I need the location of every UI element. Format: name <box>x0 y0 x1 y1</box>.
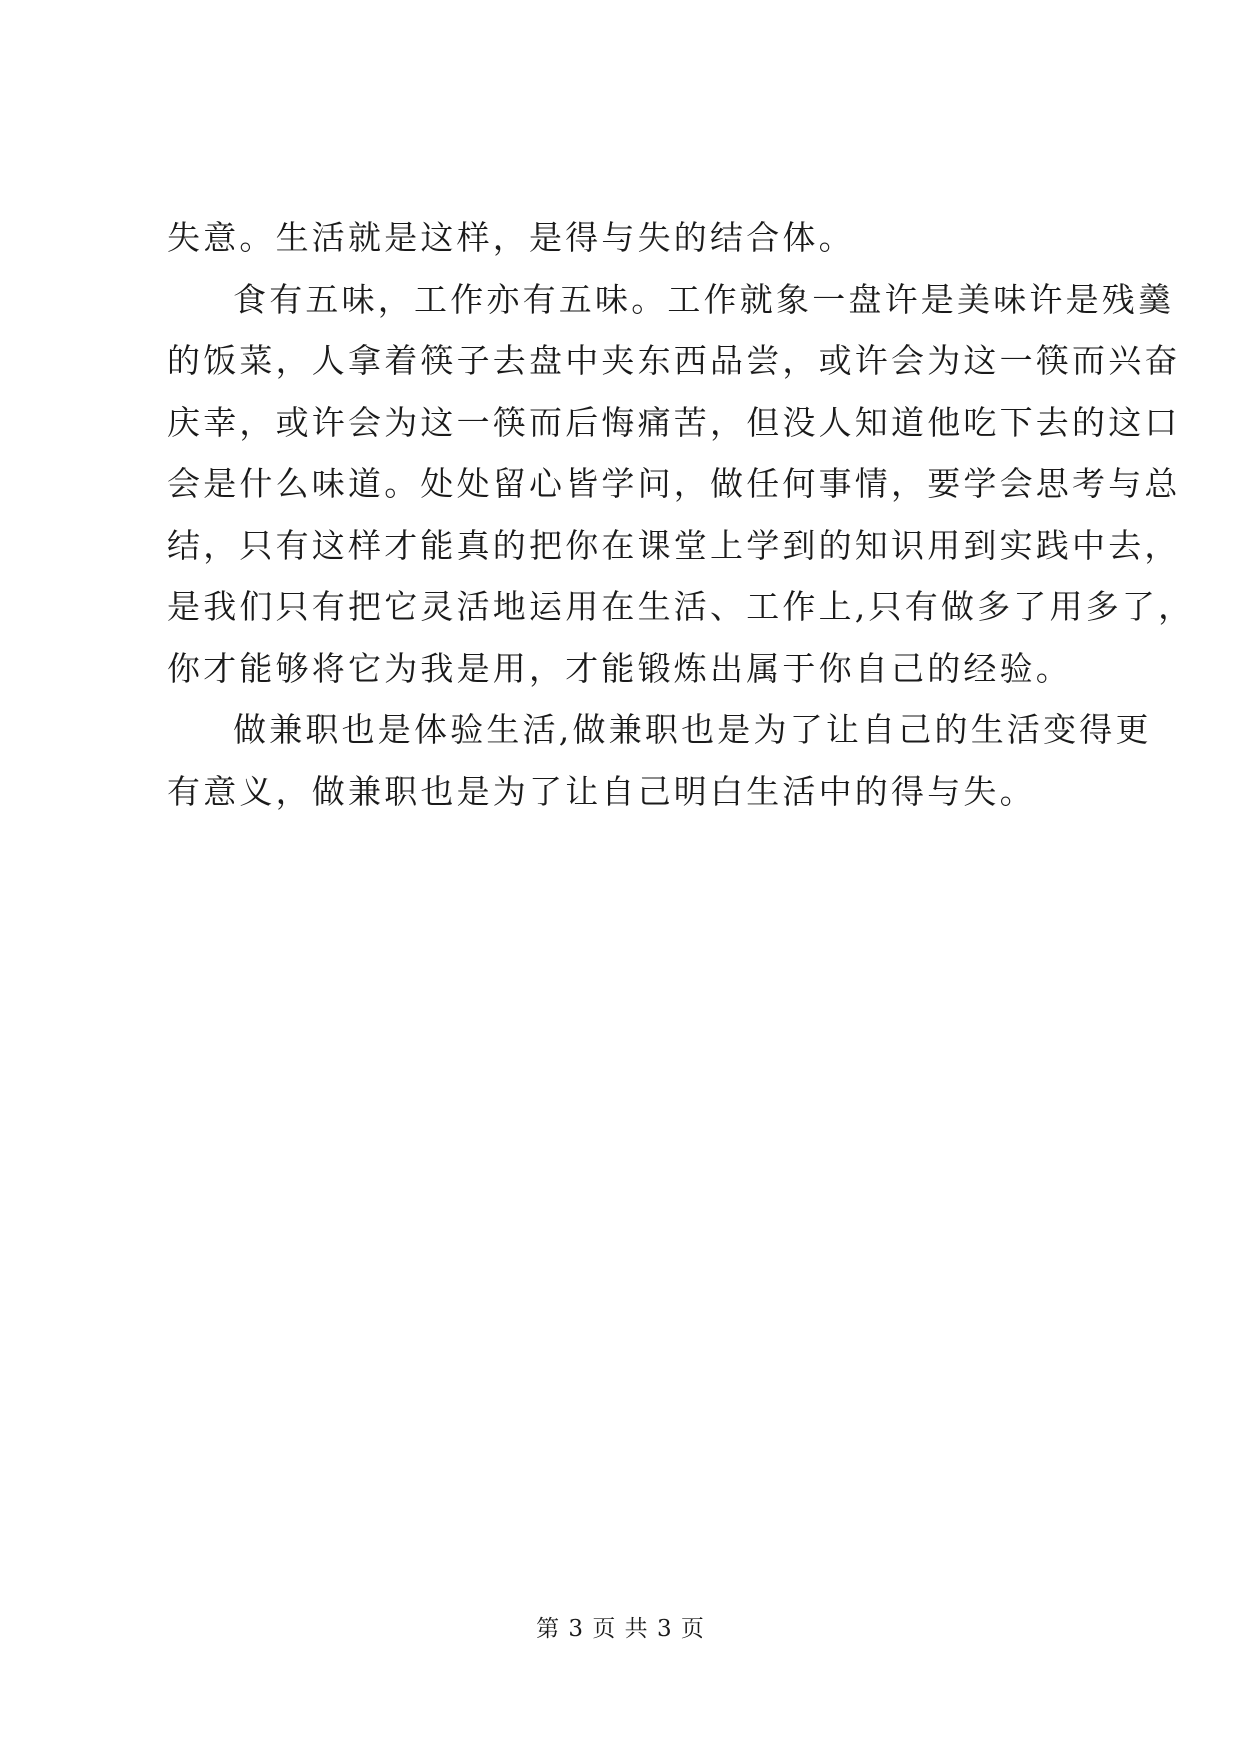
text-line: 是我们只有把它灵活地运用在生活、工作上,只有做多了用多了， <box>167 587 1195 626</box>
text-line: 庆幸，或许会为这一筷而后悔痛苦，但没人知道他吃下去的这口 <box>167 402 1181 442</box>
text-line: 结，只有这样才能真的把你在课堂上学到的知识用到实践中去， <box>167 525 1181 565</box>
document-body <box>167 207 1195 822</box>
text-line: 有意义，做兼职也是为了让自己明白生活中的得与失。 <box>167 771 1036 811</box>
paragraph-start-line: 食有五味，工作亦有五味。工作就象一盘许是美味许是残羹 <box>233 279 1175 319</box>
text-line: 你才能够将它为我是用，才能锻炼出属于你自己的经验。 <box>167 648 1072 688</box>
page-footer: 第 3 页 共 3 页 <box>536 1616 705 1642</box>
text-line: 会是什么味道。处处留心皆学问，做任何事情，要学会思考与总 <box>167 464 1181 503</box>
paragraph-start-line: 做兼职也是体验生活,做兼职也是为了让自己的生活变得更 <box>233 710 1152 749</box>
text-line: 失意。生活就是这样，是得与失的结合体。 <box>167 218 855 257</box>
text-line: 的饭菜，人拿着筷子去盘中夹东西品尝，或许会为这一筷而兴奋 <box>167 341 1181 380</box>
